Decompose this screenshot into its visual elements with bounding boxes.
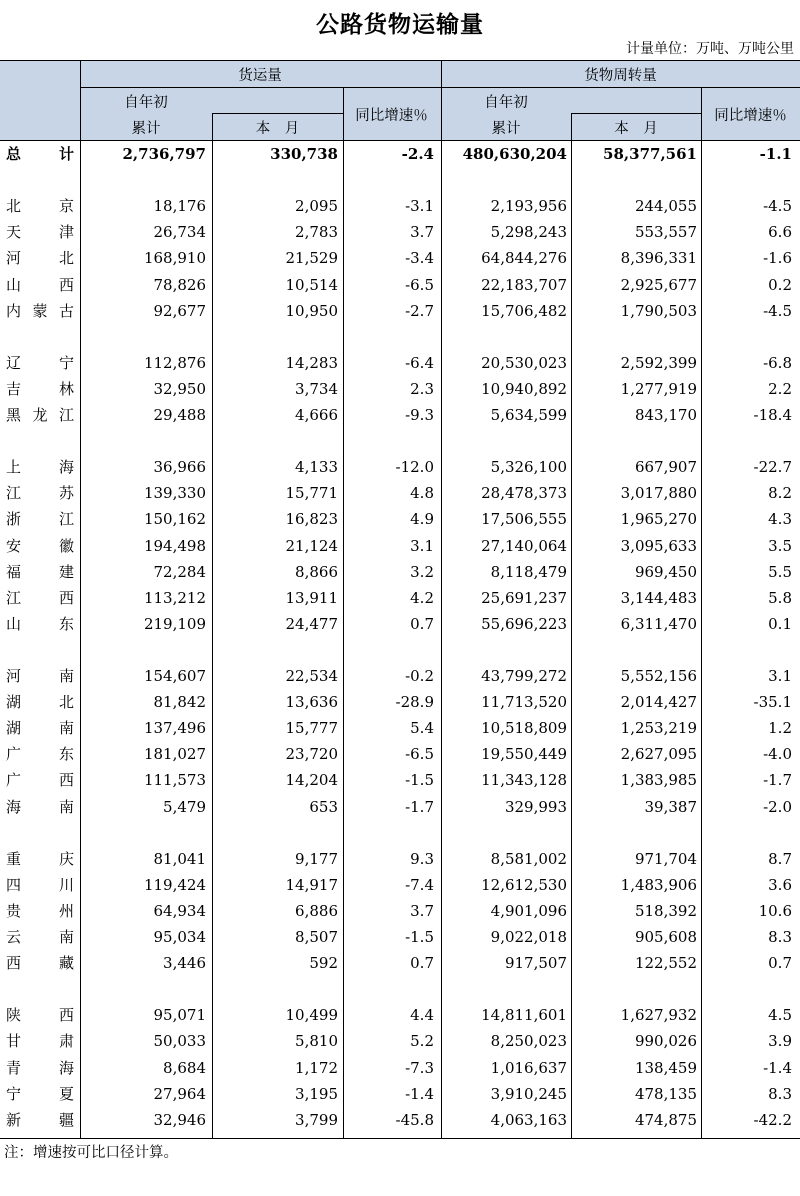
region-name: 贵州 [6,901,74,920]
turnover-month-cell: 138,459 [634,1058,697,1077]
table-row [0,715,800,741]
freight-yoy-cell: -28.9 [395,693,434,712]
region-name: 天津 [6,223,74,242]
region-name: 湖北 [6,693,74,712]
table-row [0,872,800,898]
turnover-ytd-cell: 329,993 [504,797,567,816]
freight-month-cell: 592 [309,954,338,973]
region-name: 内蒙古 [6,301,74,320]
region-name: 江西 [6,588,74,607]
freight-month-cell: 4,133 [295,458,338,477]
freight-month-cell: 10,514 [285,275,338,294]
region-name: 河南 [6,667,74,685]
freight-yoy-cell: 0.7 [410,614,434,633]
freight-month-cell: 6,886 [295,901,338,920]
turnover-ytd-cell: 3,910,245 [490,1084,567,1103]
table-row [0,1081,800,1107]
header-turnover-ytd-line1: 自年初 [484,95,528,111]
turnover-month-cell: 2,627,095 [620,745,697,764]
freight-yoy-cell: -3.4 [405,249,434,268]
freight-month-cell: 653 [309,797,338,816]
turnover-yoy-cell: -18.4 [753,406,792,424]
freight-yoy-cell: 4.9 [410,510,434,529]
turnover-month-cell: 8,396,331 [620,249,697,268]
freight-ytd-cell: 181,027 [143,745,206,764]
turnover-month-cell: 1,790,503 [620,301,697,320]
table-row [0,219,800,245]
turnover-ytd-cell: 2,193,956 [490,197,567,216]
turnover-yoy-cell: 3.5 [768,536,792,555]
region-name: 青海 [6,1058,74,1077]
turnover-ytd-cell: 22,183,707 [481,275,567,294]
turnover-yoy-cell: 0.1 [768,614,792,633]
turnover-ytd-cell: 8,118,479 [490,562,567,581]
table-row [0,193,800,219]
freight-yoy-cell: -2.4 [401,145,434,163]
turnover-month-cell: 1,483,906 [620,875,697,894]
region-name: 北京 [6,197,74,216]
grid-line [571,114,572,140]
freight-month-cell: 9,177 [295,849,338,868]
table-row [0,272,800,298]
region-name: 广西 [6,771,74,790]
region-name: 甘肃 [6,1032,74,1051]
turnover-ytd-cell: 27,140,064 [481,536,567,555]
turnover-month-cell: 244,055 [634,197,697,216]
freight-month-cell: 8,507 [295,928,338,946]
turnover-ytd-cell: 10,518,809 [481,719,567,738]
region-name: 四川 [6,875,74,894]
page-title: 公路货物运输量 [316,12,484,38]
table-row [0,898,800,924]
grid-line [441,61,442,140]
turnover-yoy-cell: -4.0 [763,745,792,764]
turnover-yoy-cell: 8.3 [768,1084,792,1103]
turnover-ytd-cell: 17,506,555 [481,510,567,529]
freight-ytd-cell: 95,071 [153,1006,206,1025]
freight-yoy-cell: 3.7 [410,223,434,242]
region-name: 山东 [6,614,74,633]
table-row [0,794,800,820]
table-row [0,1107,800,1133]
table-bottom-border [0,1138,800,1139]
table-row [0,585,800,611]
turnover-month-cell: 1,627,932 [620,1006,697,1025]
table-row [0,1055,800,1081]
freight-ytd-cell: 137,496 [143,719,206,738]
table-row [0,533,800,559]
turnover-yoy-cell: 5.5 [768,562,792,581]
turnover-yoy-cell: 6.6 [768,223,792,242]
turnover-ytd-cell: 19,550,449 [481,745,567,764]
turnover-ytd-cell: 15,706,482 [481,301,567,320]
turnover-yoy-cell: 2.2 [768,379,792,398]
freight-yoy-cell: -12.0 [395,458,434,477]
freight-month-cell: 1,172 [295,1058,338,1077]
unit-label: 计量单位：万吨、万吨公里 [626,41,794,57]
freight-month-cell: 3,734 [295,379,338,398]
freight-month-cell: 14,917 [285,875,338,894]
header-freight-turnover: 货物周转量 [584,68,657,84]
freight-month-cell: 10,950 [285,301,338,320]
freight-month-cell: 13,911 [285,588,338,607]
turnover-yoy-cell: -22.7 [753,458,792,477]
turnover-ytd-cell: 4,901,096 [490,901,567,920]
table-row [0,559,800,585]
table-row [0,741,800,767]
turnover-yoy-cell: -2.0 [763,797,792,816]
freight-ytd-cell: 111,573 [143,771,206,790]
turnover-month-cell: 990,026 [634,1032,697,1051]
freight-month-cell: 23,720 [285,745,338,764]
grid-line [343,87,344,140]
turnover-month-cell: 2,014,427 [620,693,697,712]
header-turnover-month: 本 月 [614,121,658,137]
freight-ytd-cell: 150,162 [143,510,206,529]
freight-yoy-cell: 3.2 [410,562,434,581]
turnover-month-cell: 971,704 [634,849,697,868]
turnover-ytd-cell: 9,022,018 [490,928,567,946]
turnover-ytd-cell: 14,811,601 [481,1006,567,1025]
freight-month-cell: 330,738 [270,145,338,163]
freight-month-cell: 21,529 [285,249,338,268]
freight-ytd-cell: 3,446 [163,954,206,973]
total-row [0,141,800,167]
turnover-ytd-cell: 10,940,892 [481,379,567,398]
table-row [0,767,800,793]
turnover-month-cell: 905,608 [634,928,697,946]
turnover-ytd-cell: 12,612,530 [481,875,567,894]
turnover-ytd-cell: 4,063,163 [490,1110,567,1129]
region-name: 陕西 [6,1006,74,1025]
freight-ytd-cell: 5,479 [163,797,206,816]
turnover-month-cell: 39,387 [644,797,697,816]
freight-ytd-cell: 26,734 [153,223,206,242]
region-name: 重庆 [6,849,74,868]
grid-line [212,114,213,140]
turnover-yoy-cell: -35.1 [753,693,792,712]
turnover-yoy-cell: 8.3 [768,928,792,946]
region-name: 云南 [6,928,74,946]
turnover-yoy-cell: -6.8 [763,353,792,372]
freight-yoy-cell: -1.7 [405,797,434,816]
freight-ytd-cell: 139,330 [143,484,206,503]
freight-yoy-cell: 5.4 [410,719,434,738]
table-row [0,924,800,950]
turnover-month-cell: 6,311,470 [620,614,697,633]
freight-ytd-cell: 95,034 [153,928,206,946]
table-row [0,663,800,689]
region-name: 宁夏 [6,1084,74,1103]
turnover-ytd-cell: 64,844,276 [481,249,567,268]
freight-ytd-cell: 72,284 [153,562,206,581]
freight-ytd-cell: 27,964 [153,1084,206,1103]
turnover-yoy-cell: -42.2 [753,1110,792,1129]
region-name: 辽宁 [6,353,74,372]
freight-ytd-cell: 219,109 [143,614,206,633]
turnover-ytd-cell: 20,530,023 [481,353,567,372]
table-row [0,298,800,324]
table-row [0,376,800,402]
turnover-yoy-cell: 3.1 [768,667,792,685]
region-name: 广东 [6,745,74,764]
freight-ytd-cell: 2,736,797 [122,145,206,163]
turnover-ytd-cell: 5,634,599 [490,406,567,424]
freight-yoy-cell: 3.1 [410,536,434,555]
turnover-ytd-cell: 917,507 [504,954,567,973]
freight-ytd-cell: 18,176 [153,197,206,216]
turnover-ytd-cell: 43,799,272 [481,667,567,685]
table-row [0,1002,800,1028]
turnover-month-cell: 2,592,399 [620,353,697,372]
freight-month-cell: 8,866 [295,562,338,581]
turnover-month-cell: 3,144,483 [620,588,697,607]
header-month: 本 月 [255,121,300,137]
freight-yoy-cell: -0.2 [405,667,434,685]
turnover-month-cell: 474,875 [634,1110,697,1129]
freight-yoy-cell: -6.5 [405,745,434,764]
table-header [0,61,800,140]
freight-yoy-cell: -1.5 [405,928,434,946]
turnover-ytd-cell: 11,713,520 [481,693,567,712]
turnover-yoy-cell: 8.2 [768,484,792,503]
turnover-yoy-cell: 10.6 [758,901,792,920]
table-row [0,454,800,480]
table-row [0,480,800,506]
freight-yoy-cell: 2.3 [410,379,434,398]
region-name: 福建 [6,562,74,581]
header-turnover-ytd-line2: 累计 [491,121,521,137]
turnover-month-cell: 843,170 [634,406,697,424]
region-name: 浙江 [6,510,74,529]
turnover-yoy-cell: 4.5 [768,1006,792,1025]
freight-month-cell: 14,204 [285,771,338,790]
freight-month-cell: 5,810 [295,1032,338,1051]
turnover-month-cell: 1,383,985 [620,771,697,790]
freight-month-cell: 15,771 [285,484,338,503]
freight-ytd-cell: 119,424 [143,875,206,894]
region-name: 黑龙江 [6,406,74,424]
freight-month-cell: 16,823 [285,510,338,529]
grid-line [571,113,701,114]
region-name: 海南 [6,797,74,816]
table-row [0,846,800,872]
turnover-yoy-cell: 0.7 [768,954,792,973]
freight-yoy-cell: -7.3 [405,1058,434,1077]
turnover-yoy-cell: -4.5 [763,197,792,216]
header-ytd-line2: 累计 [131,121,161,137]
turnover-yoy-cell: 1.2 [768,719,792,738]
freight-ytd-cell: 168,910 [143,249,206,268]
turnover-yoy-cell: -1.7 [763,771,792,790]
freight-ytd-cell: 64,934 [153,901,206,920]
freight-yoy-cell: 4.8 [410,484,434,503]
freight-yoy-cell: -1.4 [405,1084,434,1103]
turnover-month-cell: 2,925,677 [620,275,697,294]
freight-ytd-cell: 154,607 [143,667,206,685]
turnover-month-cell: 58,377,561 [603,145,697,163]
freight-ytd-cell: 113,212 [143,588,206,607]
freight-yoy-cell: -9.3 [405,406,434,424]
freight-yoy-cell: 4.4 [410,1006,434,1025]
freight-month-cell: 2,095 [295,197,338,216]
freight-ytd-cell: 36,966 [153,458,206,477]
freight-month-cell: 21,124 [285,536,338,555]
freight-month-cell: 4,666 [295,406,338,424]
turnover-month-cell: 518,392 [634,901,697,920]
freight-ytd-cell: 81,842 [153,693,206,712]
freight-ytd-cell: 194,498 [143,536,206,555]
region-name: 总 计 [6,145,74,163]
grid-line [212,113,343,114]
turnover-yoy-cell: 0.2 [768,275,792,294]
turnover-ytd-cell: 8,250,023 [490,1032,567,1051]
region-name: 上海 [6,458,74,477]
header-turnover-yoy: 同比增速％ [714,108,787,124]
freight-yoy-cell: -3.1 [405,197,434,216]
turnover-month-cell: 3,017,880 [620,484,697,503]
table-row [0,245,800,271]
region-name: 吉林 [6,379,74,398]
freight-month-cell: 10,499 [285,1006,338,1025]
region-name: 江苏 [6,484,74,503]
turnover-month-cell: 553,557 [634,223,697,242]
freight-yoy-cell: -1.5 [405,771,434,790]
turnover-month-cell: 667,907 [634,458,697,477]
turnover-ytd-cell: 25,691,237 [481,588,567,607]
table-row [0,506,800,532]
freight-month-cell: 22,534 [285,667,338,685]
grid-line [80,61,81,140]
header-ytd-line1: 自年初 [124,95,168,111]
region-name: 西藏 [6,954,74,973]
turnover-ytd-cell: 11,343,128 [481,771,567,790]
freight-yoy-cell: -45.8 [395,1110,434,1129]
turnover-month-cell: 1,277,919 [620,379,697,398]
freight-month-cell: 2,783 [295,223,338,242]
table-row [0,402,800,428]
turnover-month-cell: 1,965,270 [620,510,697,529]
freight-ytd-cell: 8,684 [163,1058,206,1077]
freight-ytd-cell: 81,041 [153,849,206,868]
freight-month-cell: 13,636 [285,693,338,712]
header-freight-volume: 货运量 [238,68,282,84]
turnover-yoy-cell: -1.4 [763,1058,792,1077]
grid-line [701,87,702,140]
turnover-ytd-cell: 5,298,243 [490,223,567,242]
freight-month-cell: 3,195 [295,1084,338,1103]
freight-ytd-cell: 32,946 [153,1110,206,1129]
region-name: 新疆 [6,1110,74,1129]
freight-yoy-cell: -6.5 [405,275,434,294]
turnover-month-cell: 3,095,633 [620,536,697,555]
turnover-yoy-cell: -4.5 [763,301,792,320]
turnover-ytd-cell: 480,630,204 [462,145,567,163]
turnover-month-cell: 5,552,156 [620,667,697,685]
turnover-yoy-cell: 4.3 [768,510,792,529]
freight-ytd-cell: 32,950 [153,379,206,398]
freight-ytd-cell: 29,488 [153,406,206,424]
header-yoy: 同比增速％ [355,108,428,124]
freight-ytd-cell: 50,033 [153,1032,206,1051]
turnover-yoy-cell: 5.8 [768,588,792,607]
turnover-month-cell: 122,552 [634,954,697,973]
freight-yoy-cell: 9.3 [410,849,434,868]
freight-ytd-cell: 112,876 [143,353,206,372]
turnover-ytd-cell: 5,326,100 [490,458,567,477]
region-name: 安徽 [6,536,74,555]
turnover-yoy-cell: -1.1 [759,145,792,163]
turnover-yoy-cell: -1.6 [763,249,792,268]
turnover-ytd-cell: 1,016,637 [490,1058,567,1077]
grid-line [80,87,800,88]
freight-ytd-cell: 78,826 [153,275,206,294]
turnover-ytd-cell: 28,478,373 [481,484,567,503]
freight-yoy-cell: 5.2 [410,1032,434,1051]
turnover-yoy-cell: 3.6 [768,875,792,894]
footnote: 注：增速按可比口径计算。 [4,1145,178,1161]
table-row [0,611,800,637]
freight-month-cell: 3,799 [295,1110,338,1129]
freight-yoy-cell: 0.7 [410,954,434,973]
freight-yoy-cell: -7.4 [405,875,434,894]
turnover-ytd-cell: 8,581,002 [490,849,567,868]
turnover-month-cell: 478,135 [634,1084,697,1103]
freight-yoy-cell: -2.7 [405,301,434,320]
table-row [0,950,800,976]
freight-ytd-cell: 92,677 [153,301,206,320]
freight-month-cell: 24,477 [285,614,338,633]
turnover-yoy-cell: 8.7 [768,849,792,868]
freight-yoy-cell: 4.2 [410,588,434,607]
freight-month-cell: 14,283 [285,353,338,372]
turnover-ytd-cell: 55,696,223 [481,614,567,633]
region-name: 湖南 [6,719,74,738]
turnover-month-cell: 969,450 [634,562,697,581]
turnover-month-cell: 1,253,219 [620,719,697,738]
region-name: 河北 [6,249,74,268]
region-name: 山西 [6,275,74,294]
turnover-yoy-cell: 3.9 [768,1032,792,1051]
freight-yoy-cell: -6.4 [405,353,434,372]
table-row [0,1028,800,1054]
table-row [0,689,800,715]
table-row [0,350,800,376]
freight-yoy-cell: 3.7 [410,901,434,920]
freight-month-cell: 15,777 [285,719,338,738]
